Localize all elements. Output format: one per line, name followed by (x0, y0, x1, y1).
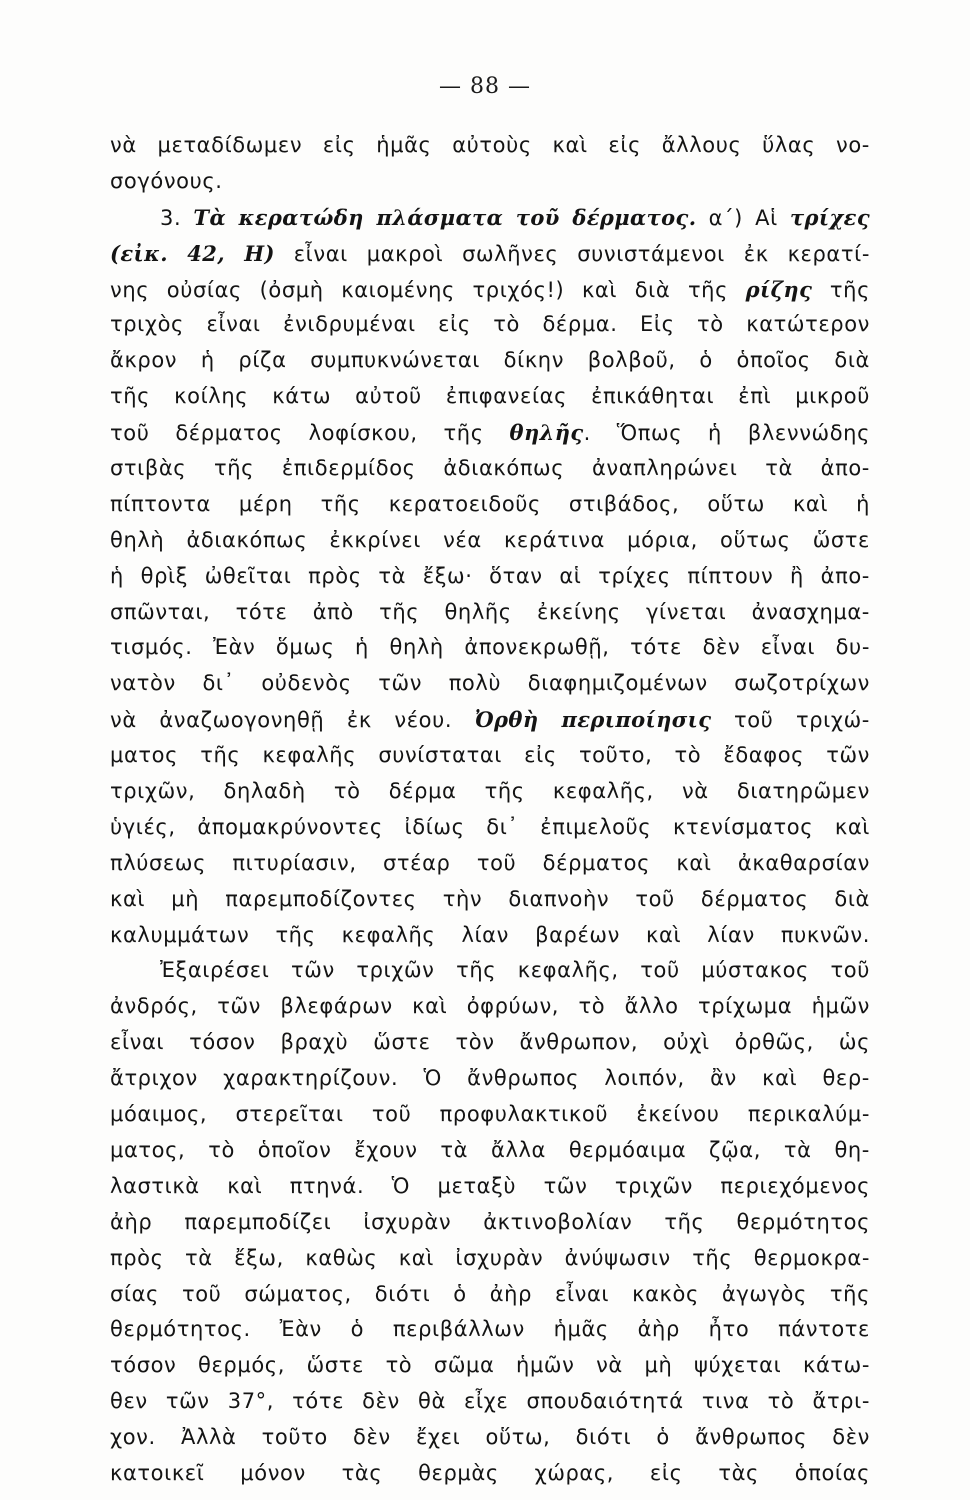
text-run: . Ὅπως ἡ βλεννώδης (583, 421, 870, 446)
text-run: καὶ μὴ παρεμποδίζοντες τὴν διαπνοὴν τοῦ δέρματος διὰ (110, 886, 870, 911)
text-line (110, 1061, 870, 1097)
text-run: νὰ ἀναζωογονηθῇ ἐκ νέου. (110, 708, 475, 733)
text-line (110, 1025, 870, 1061)
text-run: ἄτριχον χαρακτηρίζουν. Ὁ ἄνθρωπος λοιπόν, ἂν καὶ θερ- (110, 1066, 870, 1091)
text-run: εἶναι μακροὶ σωλῆνες συνιστάμενοι ἐκ κερατί- (274, 241, 870, 266)
text-line (110, 451, 870, 487)
text-run: σπῶνται, τότε ἀπὸ τῆς θηλῆς ἐκείνης γίνεται ἀνασχημα- (110, 599, 870, 624)
text-run: σογόνους. (110, 168, 223, 193)
text-line (110, 953, 870, 989)
text-line (110, 1097, 870, 1133)
text-run: θερμότητος. Ἐὰν ὁ περιβάλλων ἡμᾶς ἀὴρ ἦτο πάντοτε (110, 1317, 870, 1342)
text-line (110, 1312, 870, 1348)
text-line (110, 343, 870, 379)
emphasized-text: τρίχες (789, 204, 871, 230)
text-line (110, 595, 870, 631)
text-run: 3. (160, 205, 194, 230)
text-line (110, 1384, 870, 1420)
text-line (110, 307, 870, 343)
text-run: ἀὴρ παρεμποδίζει ἰσχυρὰν ἀκτινοβολίαν τῆς θερμότητος (110, 1209, 870, 1234)
text-run: στιβὰς τῆς ἐπιδερμίδος ἀδιακόπως ἀναπληρώνει τὰ ἀπο- (110, 456, 870, 481)
page-number: — 88 — (439, 74, 531, 99)
text-line (110, 487, 870, 523)
emphasized-text: (εἰκ. 42, Η) (110, 240, 275, 266)
text-line (110, 379, 870, 415)
emphasized-text: ρίζης (745, 276, 813, 302)
text-line (110, 164, 870, 200)
text-run: τοῦ τριχώ- (711, 708, 870, 733)
emphasized-text: Τὰ κερατώδη πλάσματα τοῦ δέρματος. (193, 204, 697, 230)
text-run: νατὸν δι᾽ οὐδενὸς τῶν πολὺ διαφημιζομένων σωζοτρίχων (110, 671, 870, 696)
text-run: σίας τοῦ σώματος, διότι ὁ ἀὴρ εἶναι κακὸς ἀγωγὸς τῆς (110, 1281, 870, 1306)
text-run: ὑγιές, ἀπομακρύνοντες ἰδίως δι᾽ ἐπιμελοῦς κτενίσματος καὶ (110, 814, 870, 839)
text-run: ἀνδρός, τῶν βλεφάρων καὶ ὀφρύων, τὸ ἄλλο τρίχωμα ἡμῶν (110, 994, 870, 1019)
text-run: ἡ θρὶξ ὠθεῖται πρὸς τὰ ἔξω· ὅταν αἱ τρίχες πίπτουν ἢ ἀπο- (110, 563, 870, 588)
text-run: ματος τῆς κεφαλῆς συνίσταται εἰς τοῦτο, τὸ ἔδαφος τῶν (110, 743, 870, 768)
text-run: νης οὐσίας (ὀσμὴ καιομένης τριχός!) καὶ διὰ τῆς (110, 277, 746, 302)
text-run: Ἐξαιρέσει τῶν τριχῶν τῆς κεφαλῆς, τοῦ μύστακος τοῦ (160, 958, 870, 983)
text-line (110, 1205, 870, 1241)
text-line (110, 1456, 870, 1492)
text-line (110, 1241, 870, 1277)
text-line (110, 882, 870, 918)
text-line (110, 236, 870, 272)
text-run: ἄκρον ἡ ρίζα συμπυκνώνεται δίκην βολβοῦ, ὁ ὁποῖος διὰ (110, 348, 870, 373)
text-line (110, 630, 870, 666)
text-line (110, 1277, 870, 1313)
text-run: τριχὸς εἶναι ἐνιδρυμέναι εἰς τὸ δέρμα. Εἰς τὸ κατώτερον (110, 312, 870, 337)
text-run: α΄) Αἱ (696, 205, 790, 230)
text-run: εἶναι τόσον βραχὺ ὥστε τὸν ἄνθρωπον, οὐχὶ ὀρθῶς, ὡς (110, 1030, 870, 1055)
text-run: τόσον θερμός, ὥστε τὸ σῶμα ἡμῶν νὰ μὴ ψύχεται κάτω- (110, 1353, 870, 1378)
text-run: πρὸς τὰ ἔξω, καθὼς καὶ ἰσχυρὰν ἀνύψωσιν τῆς θερμοκρα- (110, 1245, 870, 1270)
text-run: πλύσεως πιτυρίασιν, στέαρ τοῦ δέρματος καὶ ἀκαθαρσίαν (110, 850, 870, 875)
text-run: τῆς (812, 277, 870, 302)
text-run: κατοικεῖ μόνον τὰς θερμὰς χώρας, εἰς τὰς ὁποίας (110, 1460, 870, 1485)
text-run: τριχῶν, δηλαδὴ τὸ δέρμα τῆς κεφαλῆς, νὰ διατηρῶμεν (110, 779, 870, 804)
text-run: θηλὴ ἀδιακόπως ἐκκρίνει νέα κεράτινα μόρια, οὕτως ὥστε (110, 527, 870, 552)
text-line (110, 918, 870, 954)
text-line (110, 523, 870, 559)
text-run: τισμός. Ἐὰν ὅμως ἡ θηλὴ ἀπονεκρωθῇ, τότε δὲν εἶναι δυ- (110, 635, 870, 660)
text-line (110, 774, 870, 810)
text-run: νὰ μεταδίδωμεν εἰς ἡμᾶς αὐτοὺς καὶ εἰς ἄλλους ὕλας νο- (110, 133, 870, 157)
text-line (110, 989, 870, 1025)
text-line (110, 702, 870, 738)
text-line (110, 738, 870, 774)
text-run: τοῦ δέρματος λοφίσκου, τῆς (110, 421, 510, 446)
body-text (110, 128, 870, 1492)
text-line (110, 415, 870, 451)
text-run: καλυμμάτων τῆς κεφαλῆς λίαν βαρέων καὶ λίαν πυκνῶν. (110, 922, 870, 947)
text-run: πίπτοντα μέρη τῆς κερατοειδοῦς στιβάδος, οὕτω καὶ ἡ (110, 491, 870, 516)
text-run: ματος, τὸ ὁποῖον ἔχουν τὰ ἄλλα θερμόαιμα ζῷα, τὰ θη- (110, 1137, 870, 1162)
emphasized-text: θηλῆς (509, 420, 584, 446)
text-run: τῆς κοίλης κάτω αὐτοῦ ἐπιφανείας ἐπικάθηται ἐπὶ μικροῦ (110, 384, 870, 409)
text-run: μόαιμος, στερεῖται τοῦ προφυλακτικοῦ ἐκείνου περικαλύμ- (110, 1102, 870, 1127)
text-line (110, 1169, 870, 1205)
text-line (110, 559, 870, 595)
text-line (110, 1133, 870, 1169)
text-line (110, 666, 870, 702)
text-run: λαστικὰ καὶ πτηνά. Ὁ μεταξὺ τῶν τριχῶν περιεχόμενος (110, 1173, 870, 1198)
text-line (110, 200, 870, 236)
emphasized-text: Ὀρθὴ περιποίησις (474, 707, 712, 733)
text-line (110, 1420, 870, 1456)
text-line (110, 810, 870, 846)
text-run: θεν τῶν 37°, τότε δὲν θὰ εἶχε σπουδαιότητά τινα τὸ ἄτρι- (110, 1389, 870, 1414)
text-line (110, 128, 870, 164)
text-line (110, 272, 870, 308)
text-run: χον. Ἀλλὰ τοῦτο δὲν ἔχει οὕτω, διότι ὁ ἄνθρωπος δὲν (110, 1425, 870, 1450)
text-line (110, 1348, 870, 1384)
text-line (110, 846, 870, 882)
